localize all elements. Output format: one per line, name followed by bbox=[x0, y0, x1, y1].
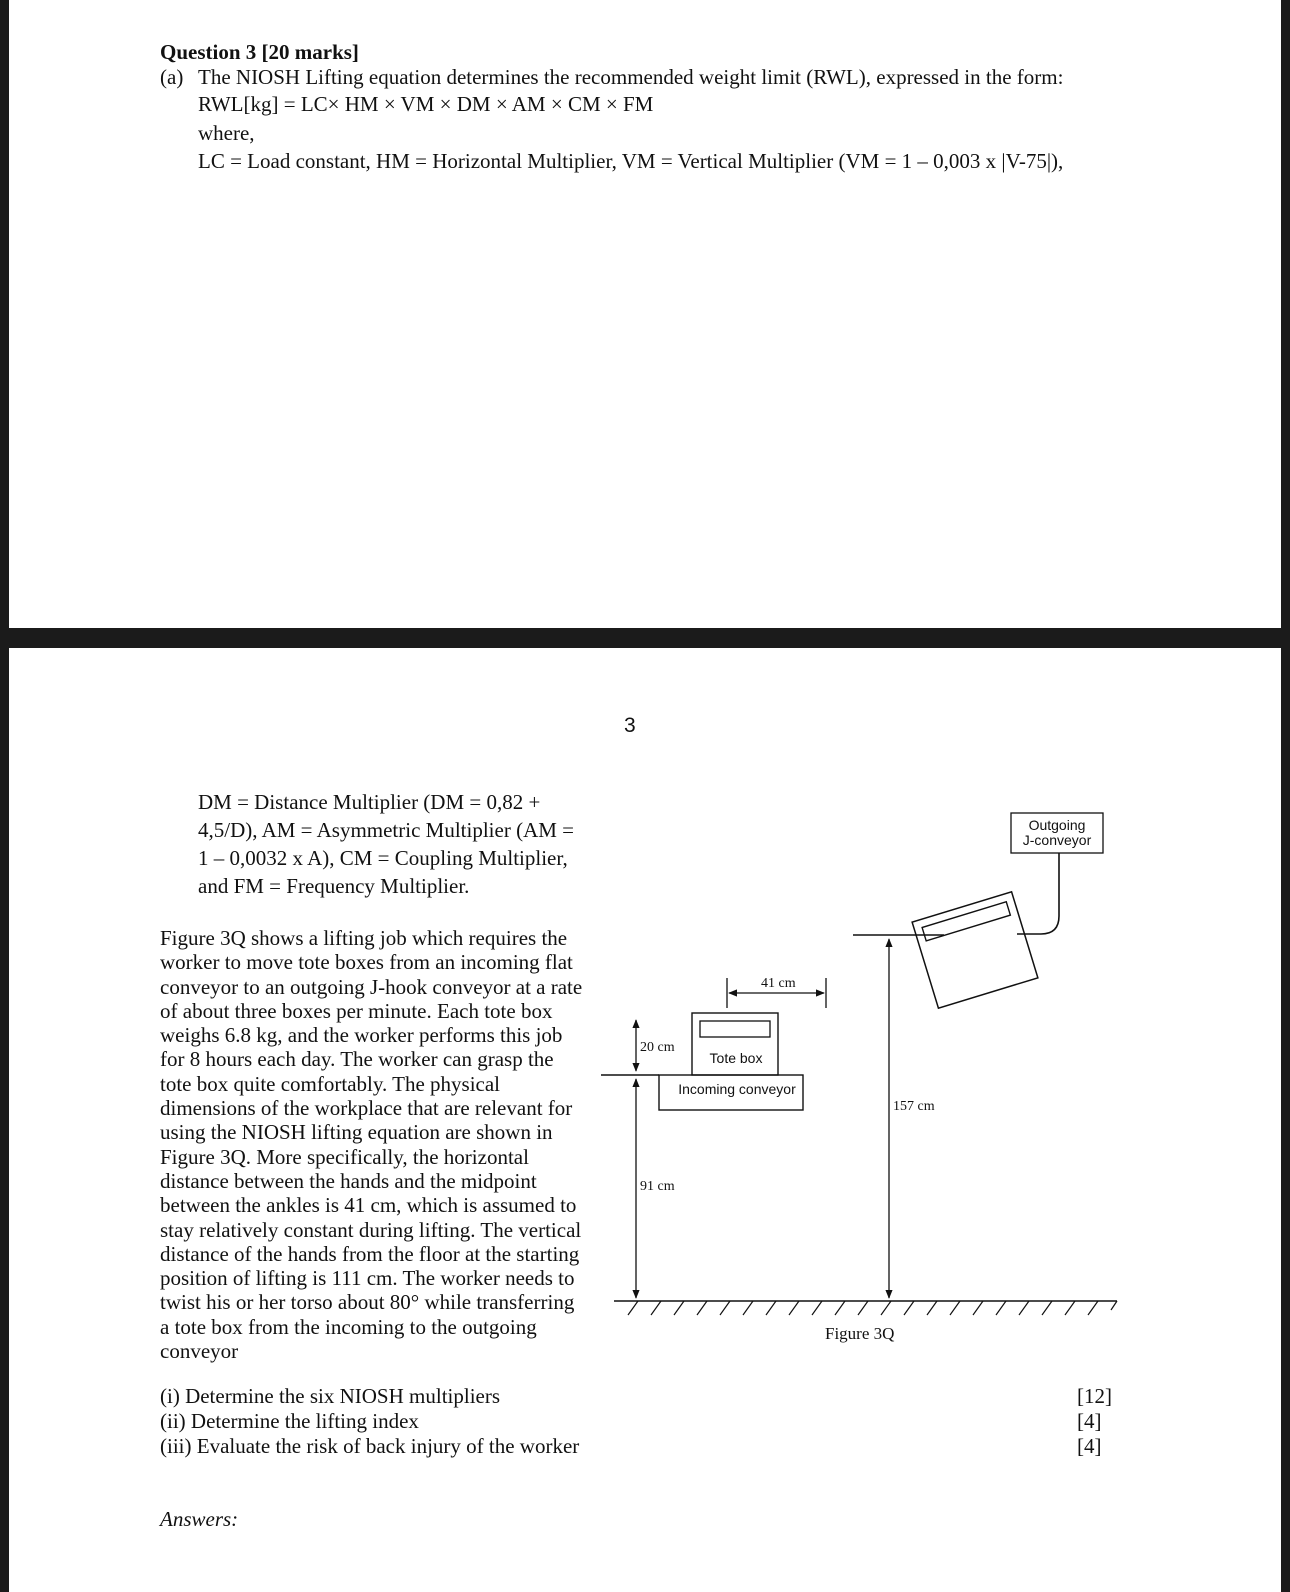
marks-1: [12] bbox=[1077, 1384, 1112, 1408]
question-heading: Question 3 [20 marks] bbox=[160, 40, 359, 64]
description-line: for 8 hours each day. The worker can grasp the bbox=[160, 1047, 554, 1072]
definitions-line-1: LC = Load constant, HM = Horizontal Multiplier, VM = Vertical Multiplier (VM = 1 – 0,003 x |V-75|), bbox=[198, 149, 1064, 173]
outgoing-label-line2: J-conveyor bbox=[1022, 832, 1092, 848]
description-line: stay relatively constant during lifting. The vertical bbox=[160, 1217, 582, 1242]
description-line: dimensions of the workplace that are relevant for bbox=[160, 1096, 573, 1121]
definition-line: 1 – 0,0032 x A), CM = Coupling Multiplier, bbox=[198, 846, 568, 870]
definition-line: DM = Distance Multiplier (DM = 0,82 + bbox=[198, 790, 541, 814]
floor-hatching bbox=[628, 1301, 1117, 1315]
marks-3: [4] bbox=[1077, 1434, 1102, 1458]
description-line: tote box quite comfortably. The physical bbox=[160, 1071, 500, 1096]
description-line: Figure 3Q. More specifically, the horizontal bbox=[160, 1144, 529, 1169]
dimension-157-label: 157 cm bbox=[893, 1099, 935, 1114]
sub-question-3: (iii) Evaluate the risk of back injury of the worker bbox=[160, 1434, 580, 1458]
description-line: of about three boxes per minute. Each tote box bbox=[160, 998, 553, 1023]
description-line: twist his or her torso about 80° while transferring bbox=[160, 1290, 575, 1315]
description-line: between the ankles is 41 cm, which is assumed to bbox=[160, 1193, 577, 1218]
part-a-label: (a) bbox=[160, 65, 184, 89]
description-line: distance between the hands and the midpoint bbox=[160, 1168, 537, 1193]
description-line: conveyor bbox=[160, 1339, 239, 1364]
page-number: 3 bbox=[624, 714, 636, 737]
description-line: conveyor to an outgoing J-hook conveyor at a rate bbox=[160, 974, 583, 999]
definition-line: 4,5/D), AM = Asymmetric Multiplier (AM = bbox=[198, 818, 575, 842]
j-hook bbox=[1017, 853, 1059, 934]
tote-box-handle bbox=[700, 1021, 770, 1037]
dimension-20-label: 20 cm bbox=[640, 1040, 675, 1055]
sub-question-1: (i) Determine the six NIOSH multipliers bbox=[160, 1384, 501, 1408]
description-line: a tote box from the incoming to the outgoing bbox=[160, 1314, 537, 1339]
page-top bbox=[9, 0, 1281, 628]
part-a-intro: The NIOSH Lifting equation determines the recommended weight limit (RWL), expressed in the form: bbox=[198, 65, 1064, 89]
where-text: where, bbox=[198, 121, 255, 145]
description-line: weighs 6.8 kg, and the worker performs this job bbox=[160, 1023, 563, 1048]
description-line: position of lifting is 111 cm. The worker needs to bbox=[160, 1266, 575, 1291]
incoming-conveyor-label: Incoming conveyor bbox=[678, 1081, 796, 1097]
outgoing-label-line1: Outgoing bbox=[1028, 817, 1086, 833]
answers-label: Answers: bbox=[160, 1507, 239, 1531]
dimension-41-label: 41 cm bbox=[761, 976, 796, 991]
definition-line: and FM = Frequency Multiplier. bbox=[198, 874, 470, 898]
figure-caption: Figure 3Q bbox=[825, 1324, 895, 1343]
description-line: worker to move tote boxes from an incoming flat bbox=[160, 950, 573, 975]
description-line: using the NIOSH lifting equation are shown in bbox=[160, 1120, 553, 1145]
tote-box-label: Tote box bbox=[709, 1050, 763, 1066]
marks-2: [4] bbox=[1077, 1409, 1102, 1433]
description-line: Figure 3Q shows a lifting job which requires the bbox=[160, 926, 568, 950]
description-line: distance of the hands from the floor at the starting bbox=[160, 1241, 580, 1266]
tilted-tote-box bbox=[912, 892, 1038, 1008]
rwl-equation: RWL[kg] = LC× HM × VM × DM × AM × CM × FM bbox=[198, 92, 654, 116]
page-bottom bbox=[9, 648, 1281, 1592]
dimension-91-label: 91 cm bbox=[640, 1179, 675, 1194]
sub-question-2: (ii) Determine the lifting index bbox=[160, 1409, 419, 1433]
